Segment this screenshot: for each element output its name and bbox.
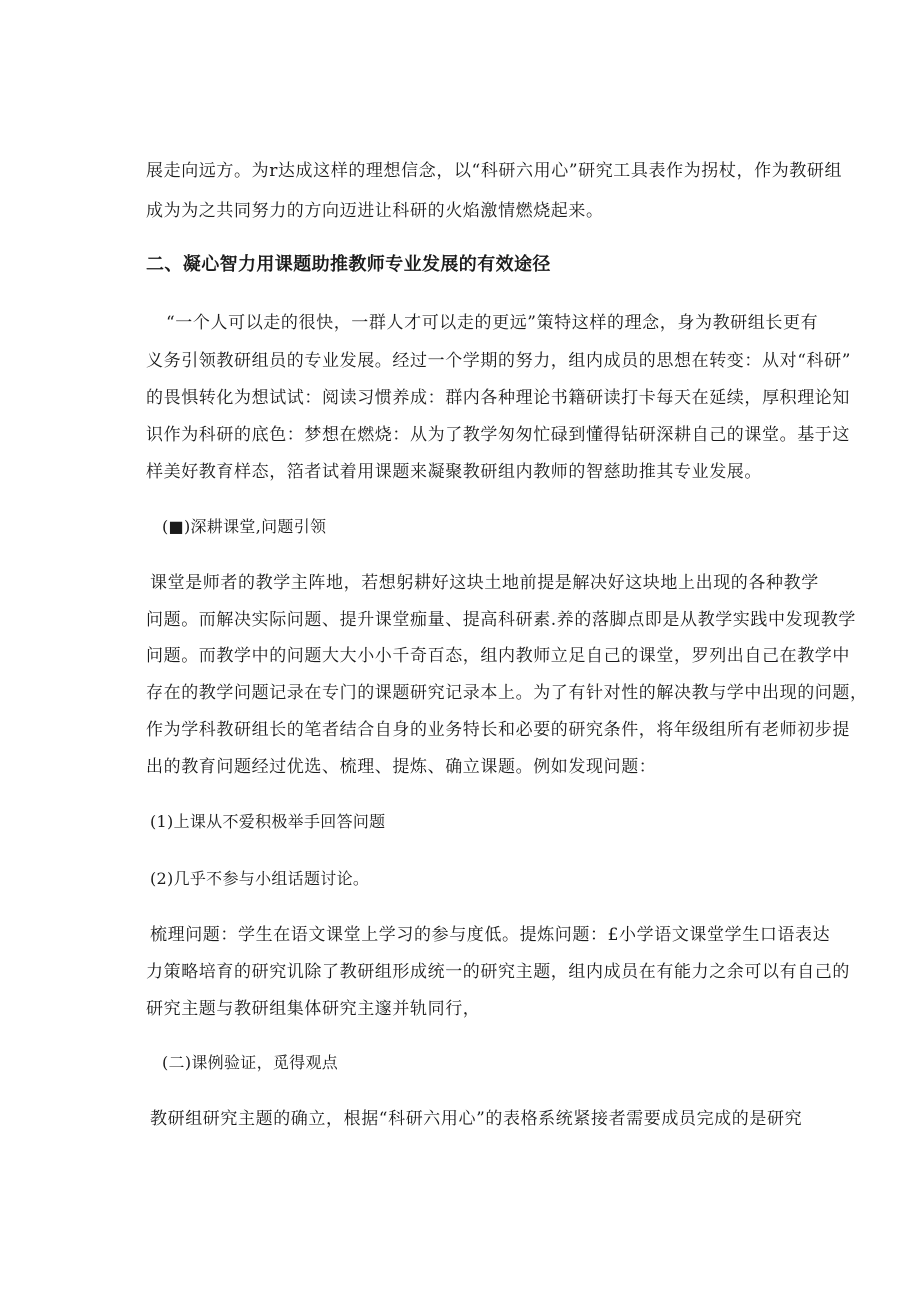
paragraph-2-line-3: 的畏惧转化为想试试：阅读习惯养成：群内各种理论书籍研读打卡每天在延续，厚积理论知 bbox=[146, 388, 850, 408]
paragraph-1-line-2: 成为为之共同努力的方向迈进让科研的火焰激情燃烧起来。 bbox=[146, 201, 604, 221]
paragraph-4-line-2: 力策略培育的研究讥除了教研组形成统一的研究主题，组内成员在有能力之余可以有自己的 bbox=[146, 962, 850, 982]
paragraph-3-line-6: 出的教育问题经过优选、梳理、提炼、确立课题。例如发现问题： bbox=[146, 757, 657, 777]
paragraph-2-line-1: “一个人可以走的很快，一群人才可以走的更远”策特这样的理念，身为教研组长更有 bbox=[166, 313, 819, 333]
section-heading: 二、凝心智力用课题助推教师专业发展的有效途径 bbox=[146, 254, 551, 275]
paragraph-3-line-4: 存在的教学问题记录在专门的课题研究记录本上。为了有针对性的解决教与学中出现的问题， bbox=[146, 683, 868, 703]
paragraph-1-line-1: 展走向远方。为r达成这样的理想信念，以“科研六用心”研究工具表作为拐杖，作为教研组 bbox=[146, 161, 843, 181]
paragraph-3-line-3: 问题。而教学中的问题大大小小千奇百态，组内教师立足自己的课堂，罗列出自己在教学中 bbox=[146, 646, 850, 666]
paragraph-3-line-2: 问题。而解决实际问题、提升课堂痂量、提高科研素.养的落脚点即是从教学实践中发现教学 bbox=[146, 610, 857, 630]
paragraph-3-line-1: 课堂是师者的教学主阵地，若想躬耕好这块土地前提是解决好这块地上出现的各种教学 bbox=[150, 573, 819, 593]
paragraph-4-line-1: 梳理问题：学生在语文课堂上学习的参与度低。提炼问题：£小学语文课堂学生口语表达 bbox=[150, 925, 831, 945]
paragraph-2-line-5: 样美好教育样态，箔者试着用课题来凝聚教研组内教师的智慈助推其专业发展。 bbox=[146, 462, 762, 482]
subsection-heading-2: (二)课例验证，觅得观点 bbox=[162, 1053, 339, 1072]
paragraph-2-line-4: 识作为科研的底色：梦想在燃烧：从为了教学匆匆忙碌到懂得钻研深耕自己的课堂。基于这 bbox=[146, 425, 850, 445]
list-item-1: (1)上课从不爱积极举手回答问题 bbox=[150, 812, 386, 831]
subsection-heading-1: (■)深耕课堂,问题引领 bbox=[162, 517, 327, 536]
paragraph-4-line-3: 研究主题与教研组集体研究主邃并轨同行， bbox=[146, 999, 481, 1019]
paragraph-3-line-5: 作为学科教研组长的笔者结合自身的业务特长和必要的研究条件，将年级组所有老师初步提 bbox=[146, 720, 850, 740]
paragraph-5-line-1: 教研组研究主题的确立，根据“科研六用心”的表格系统紧接者需要成员完成的是研究 bbox=[150, 1109, 803, 1129]
list-item-2: (2)几乎不参与小组话题讨论。 bbox=[150, 869, 370, 888]
paragraph-2-line-2: 义务引领教研组员的专业发展。经过一个学期的努力，组内成员的思想在转变：从对“科研” bbox=[146, 351, 851, 371]
